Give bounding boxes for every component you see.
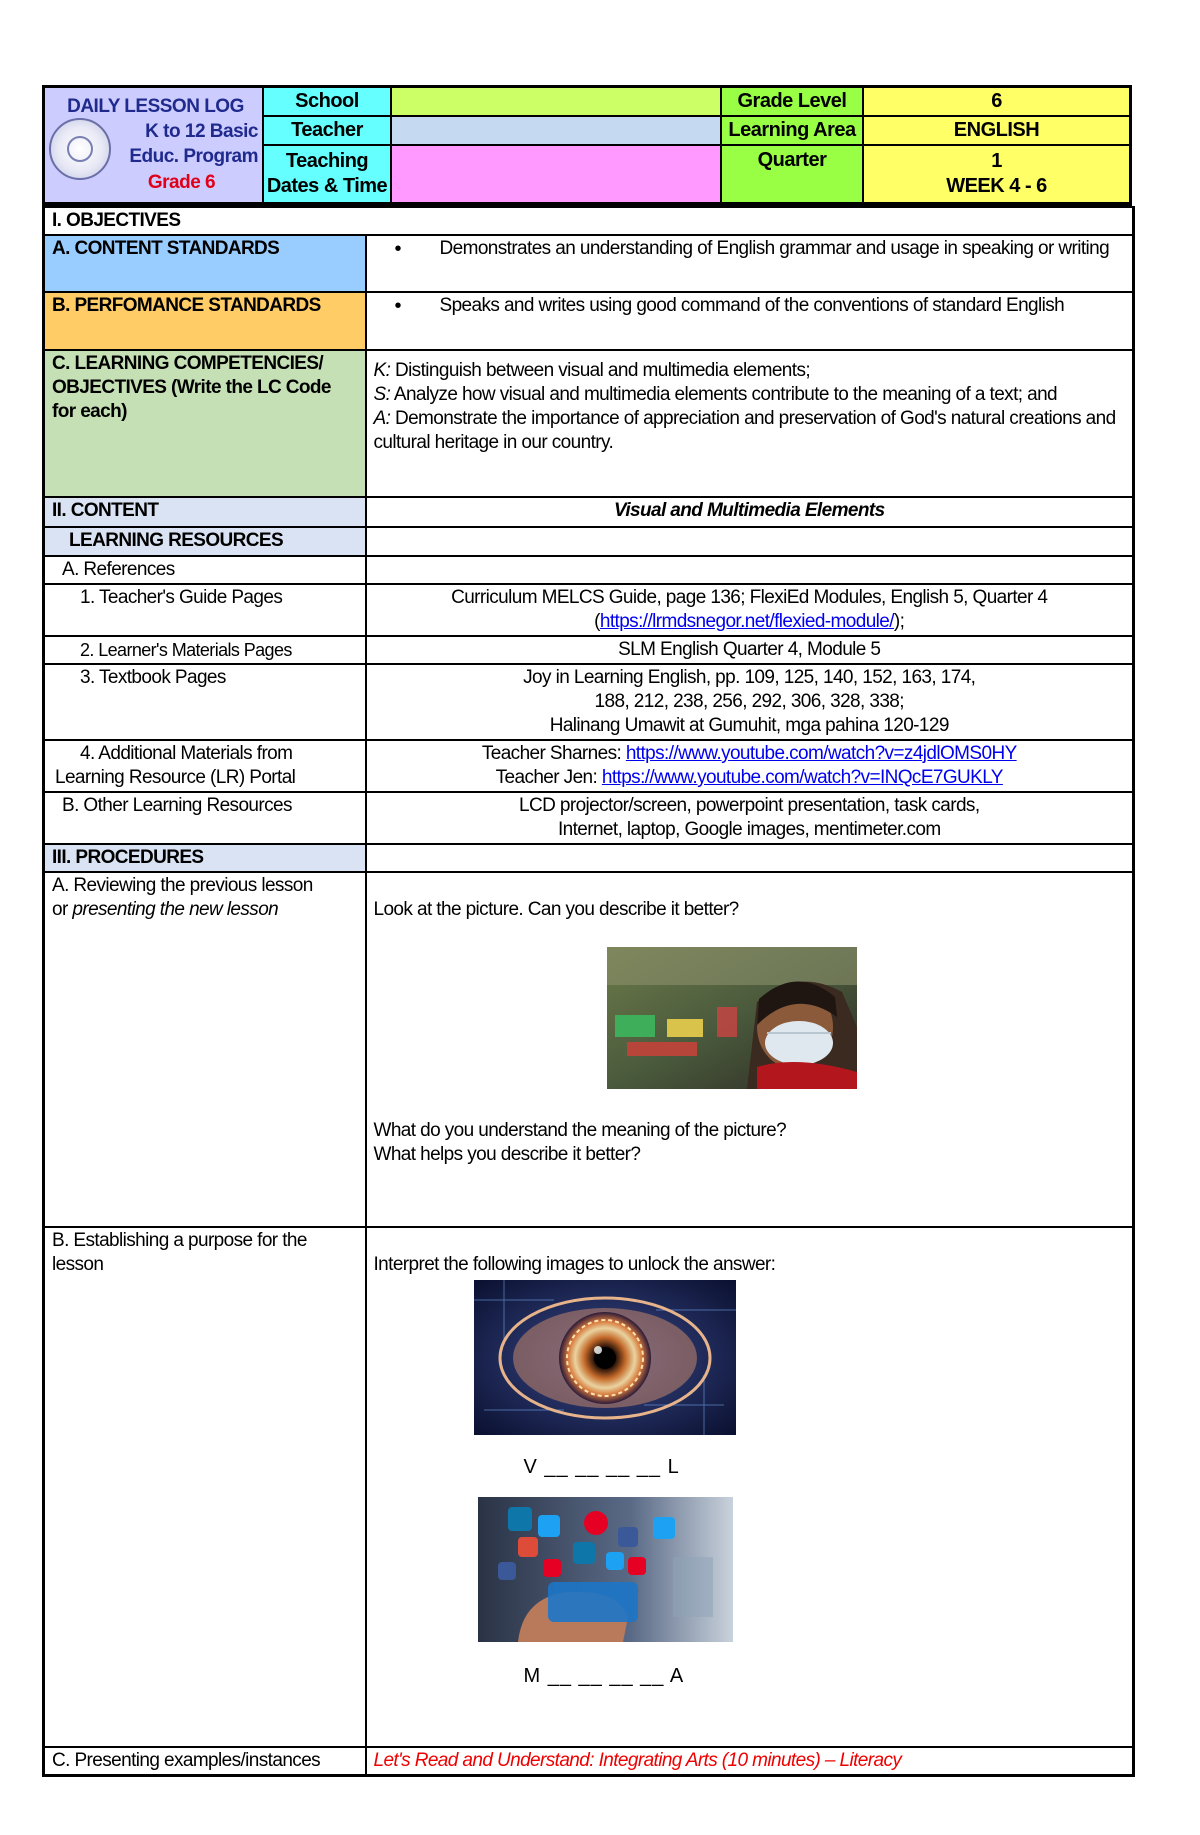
procedure-a-question2: What helps you describe it better? — [373, 1144, 641, 1165]
teachers-guide-text: Curriculum MELCS Guide, page 136; FlexiEd Modules, English 5, Quarter 4 — [451, 587, 1048, 608]
procedure-a-label-line1: A. Reviewing the previous lesson — [52, 875, 313, 896]
learners-materials-label: 2. Learner's Materials Pages — [44, 636, 366, 664]
procedure-a-label-or: or — [52, 899, 73, 920]
week-value: WEEK 4 - 6 — [946, 175, 1047, 197]
dll-title: DAILY LESSON LOG — [67, 96, 244, 117]
dates-field[interactable] — [392, 146, 722, 204]
sharnes-prefix: Teacher Sharnes: — [481, 743, 626, 764]
competencies-label: C. LEARNING COMPETENCIES/ OBJECTIVES (Write the LC Code for each) — [44, 350, 366, 497]
social-media-image — [478, 1497, 733, 1642]
objective-s-text: Analyze how visual and multimedia elements contribute to the meaning of a text; and — [390, 384, 1058, 405]
tg-paren-open: ( — [594, 611, 600, 632]
teacher-field[interactable] — [392, 117, 722, 146]
textbook-cell — [366, 664, 1134, 740]
content-standards-text: • Demonstrates an understanding of English grammar and usage in speaking or writing — [440, 237, 1126, 261]
quarter-week-value — [864, 146, 1129, 204]
objective-k — [374, 359, 1126, 383]
grade-level-label: Grade Level — [722, 88, 864, 117]
procedure-b-label: B. Establishing a purpose for the lesson — [44, 1227, 366, 1747]
procedure-c-text: Let's Read and Understand: Integrating Arts (10 minutes) – Literacy — [366, 1747, 1134, 1776]
dll-title-block — [45, 88, 264, 204]
other-resources-cell — [366, 792, 1134, 844]
procedure-b-cell — [366, 1227, 1134, 1747]
procedure-a-label-italic: presenting the new lesson — [72, 899, 279, 920]
quarter-label: Quarter — [722, 146, 864, 204]
dll-program-line1: K to 12 Basic — [145, 121, 258, 142]
learning-area-label: Learning Area — [722, 117, 864, 146]
objective-s-prefix: S: — [373, 384, 391, 405]
textbook-line1: Joy in Learning English, pp. 109, 125, 140, 152, 163, 174, — [523, 667, 976, 688]
additional-materials-label: 4. Additional Materials from Learning Resource (LR) Portal — [44, 740, 366, 792]
teacher-label: Teacher — [264, 117, 392, 146]
objective-k-text: Distinguish between visual and multimedia elements; — [390, 360, 811, 381]
procedure-a-cell — [366, 872, 1134, 1227]
dll-grade: Grade 6 — [147, 172, 216, 193]
procedure-a-prompt: Look at the picture. Can you describe it better? — [373, 899, 739, 920]
learners-materials-text: SLM English Quarter 4, Module 5 — [366, 636, 1134, 664]
performance-standards-label: B. PERFOMANCE STANDARDS — [44, 292, 366, 350]
procedure-b-answer2: M __ __ __ __ A — [523, 1665, 685, 1687]
other-resources-line1: LCD projector/screen, powerpoint presentation, task cards, — [519, 795, 980, 816]
school-field[interactable] — [392, 88, 722, 117]
learning-resources-empty — [366, 527, 1134, 556]
grade-level-value: 6 — [864, 88, 1129, 117]
jen-prefix: Teacher Jen: — [495, 767, 602, 788]
procedures-empty — [366, 844, 1134, 872]
objective-a-prefix: A: — [373, 408, 391, 429]
other-resources-label: B. Other Learning Resources — [44, 792, 366, 844]
other-resources-line2: Internet, laptop, Google images, mentimeter.com — [557, 819, 941, 840]
jen-youtube-link[interactable]: https://www.youtube.com/watch?v=INQcE7GUKLY — [601, 767, 1003, 788]
tg-paren-close: ); — [893, 611, 905, 632]
competencies-cell — [366, 350, 1134, 497]
content-value: Visual and Multimedia Elements — [366, 497, 1134, 527]
dates-label-line2: Dates & Time — [266, 175, 388, 197]
objectives-heading: I. OBJECTIVES — [44, 207, 1134, 235]
lesson-table — [42, 206, 1135, 1777]
daily-lesson-log — [42, 85, 1132, 1771]
objective-k-prefix: K: — [373, 360, 391, 381]
references-label: A. References — [44, 556, 366, 584]
header-grid — [42, 85, 1132, 206]
performance-standards-cell — [366, 292, 1134, 350]
procedure-b-answer1: V __ __ __ __ L — [523, 1456, 680, 1478]
textbook-line2: 188, 212, 238, 256, 292, 306, 328, 338; — [594, 691, 904, 712]
content-standards-label: A. CONTENT STANDARDS — [44, 235, 366, 292]
procedure-a-label — [44, 872, 366, 1227]
textbook-label: 3. Textbook Pages — [44, 664, 366, 740]
objective-s — [374, 383, 1126, 407]
procedure-c-label: C. Presenting examples/instances — [44, 1747, 366, 1776]
school-label: School — [264, 88, 392, 117]
digital-eye-image — [474, 1280, 736, 1435]
quarter-value: 1 — [991, 150, 1002, 172]
objective-a-text: Demonstrate the importance of appreciation and preservation of God's natural creations and cultural heritage in our country. — [373, 408, 1116, 453]
procedure-a-question1: What do you understand the meaning of the picture? — [373, 1120, 787, 1141]
objective-a — [374, 407, 1126, 455]
teachers-guide-cell — [366, 584, 1134, 636]
sharnes-youtube-link[interactable]: https://www.youtube.com/watch?v=z4jdlOMS0HY — [625, 743, 1017, 764]
content-heading: II. CONTENT — [44, 497, 366, 527]
procedures-heading: III. PROCEDURES — [44, 844, 366, 872]
performance-standards-text: • Speaks and writes using good command of the conventions of standard English — [440, 294, 1126, 318]
procedure-b-prompt: Interpret the following images to unlock the answer: — [373, 1254, 776, 1275]
dll-program-line2: Educ. Program — [129, 146, 258, 167]
learning-resources-heading: LEARNING RESOURCES — [44, 527, 366, 556]
references-empty — [366, 556, 1134, 584]
masked-child-photo — [607, 947, 857, 1089]
content-standards-cell — [366, 235, 1134, 292]
learning-area-value: ENGLISH — [864, 117, 1129, 146]
dates-label-line1: Teaching — [285, 150, 369, 172]
dates-label — [264, 146, 392, 204]
teachers-guide-label: 1. Teacher's Guide Pages — [44, 584, 366, 636]
flexied-module-link[interactable]: https://lrmdsnegor.net/flexied-module/ — [599, 611, 894, 632]
additional-materials-cell — [366, 740, 1134, 792]
textbook-line3: Halinang Umawit at Gumuhit, mga pahina 120-129 — [549, 715, 949, 736]
